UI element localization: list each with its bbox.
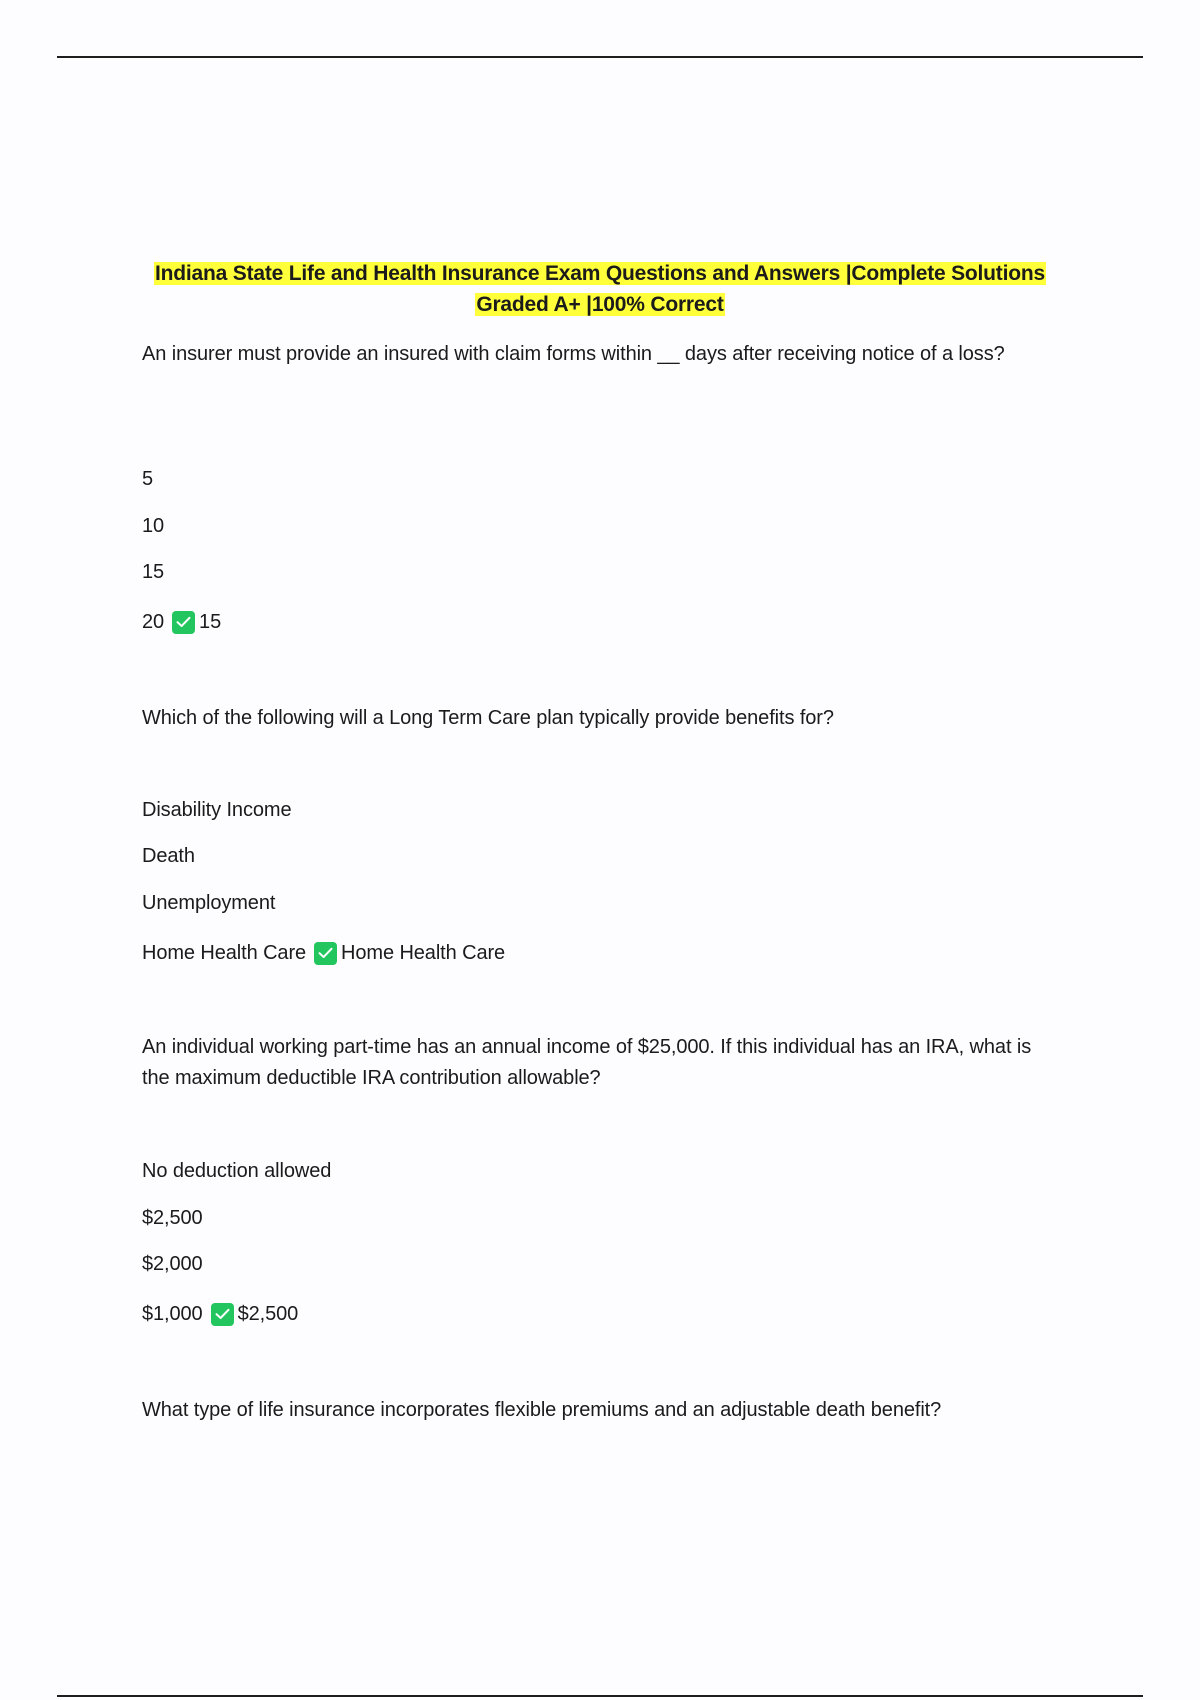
question-2-option-1	[142, 796, 291, 824]
check-mark-icon	[314, 942, 337, 965]
question-3-option-4	[142, 1300, 298, 1328]
option-label: Death	[142, 845, 195, 867]
bottom-rule	[57, 1695, 1143, 1697]
question-3-option-3	[142, 1250, 203, 1278]
option-label: 15	[142, 561, 165, 583]
top-rule	[57, 56, 1143, 58]
answer-label: 15	[199, 611, 222, 633]
question-1-option-1	[142, 465, 153, 493]
question-2-option-2	[142, 842, 195, 870]
question-2-option-4	[142, 939, 505, 967]
answer-label: $2,500	[237, 1303, 299, 1325]
question-3-option-1	[142, 1157, 331, 1185]
option-label: 10	[142, 515, 165, 537]
option-label: 20	[142, 611, 165, 633]
question-2-option-3	[142, 889, 275, 917]
title-line-2: Graded A+ |100% Correct	[476, 293, 724, 316]
option-label: Disability Income	[142, 799, 292, 821]
option-label: 5	[142, 468, 154, 490]
question-1-text: An insurer must provide an insured with claim forms within __ days after receiving notice of a loss?	[142, 343, 1005, 365]
question-3-text: An individual working part-time has an annual income of $25,000. If this individual has an IRA, what is the maximum deductible IRA contribution allowable?	[142, 1036, 1032, 1089]
option-label: Home Health Care	[142, 942, 307, 964]
option-label: Unemployment	[142, 892, 276, 914]
option-label: No deduction allowed	[142, 1160, 332, 1182]
question-4-text: What type of life insurance incorporates flexible premiums and an adjustable death benefit?	[142, 1399, 942, 1421]
question-2-text: Which of the following will a Long Term Care plan typically provide benefits for?	[142, 707, 834, 729]
check-mark-icon	[211, 1303, 234, 1326]
option-label: $2,500	[142, 1207, 203, 1229]
check-mark-icon	[172, 611, 195, 634]
option-label: $2,000	[142, 1253, 203, 1275]
option-label: $1,000	[142, 1303, 203, 1325]
answer-label: Home Health Care	[341, 942, 506, 964]
question-3-option-2	[142, 1204, 203, 1232]
question-1-option-3	[142, 558, 164, 586]
document-title	[0, 258, 1200, 320]
title-line-1: Indiana State Life and Health Insurance Exam Questions and Answers |Complete Solutions	[155, 262, 1045, 285]
question-1-option-2	[142, 512, 164, 540]
question-1-option-4	[142, 608, 221, 636]
